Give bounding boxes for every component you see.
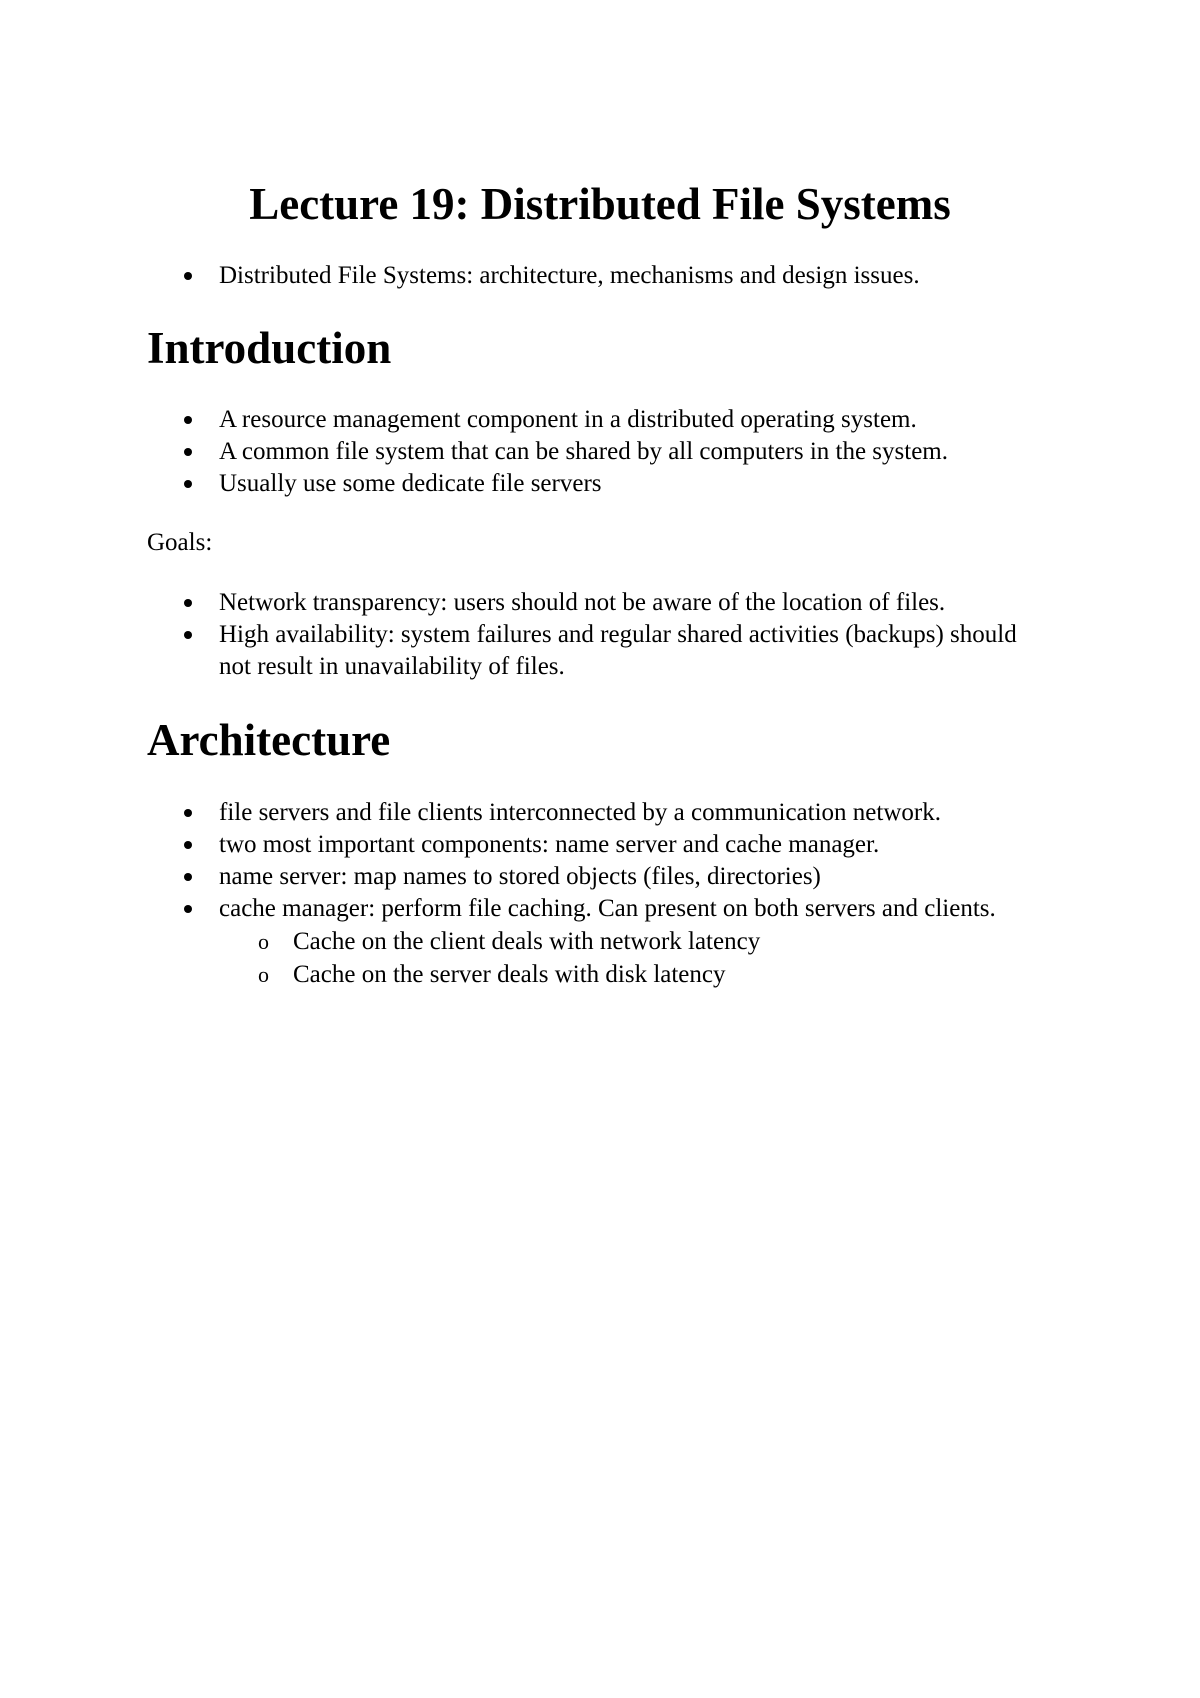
cache-sub-list <box>219 925 1019 991</box>
bullet-icon <box>184 272 192 280</box>
list-item <box>0 587 1019 619</box>
list-item-text: A common file system that can be shared by all computers in the system. <box>219 438 949 465</box>
list-item <box>0 404 1019 436</box>
list-item-text: cache manager: perform file caching. Can present on both servers and clients. <box>219 895 996 922</box>
bullet-icon <box>184 809 192 817</box>
bullet-icon <box>184 480 192 488</box>
architecture-bullet-list <box>0 797 1200 991</box>
list-item-text: file servers and file clients interconnected by a communication network. <box>219 799 941 826</box>
sub-list-item <box>258 958 1019 991</box>
bullet-icon <box>184 416 192 424</box>
list-item-text: Distributed File Systems: architecture, mechanisms and design issues. <box>219 262 920 289</box>
bullet-icon <box>184 873 192 881</box>
page-title: Lecture 19: Distributed File Systems <box>249 179 951 229</box>
section-heading-architecture: Architecture <box>147 715 391 765</box>
intro-bullet-list <box>0 260 1200 292</box>
circle-bullet-icon: o <box>258 962 269 987</box>
sub-list-item <box>258 925 1019 958</box>
list-item-text: two most important components: name server and cache manager. <box>219 831 880 858</box>
circle-bullet-icon: o <box>258 929 269 954</box>
goals-bullet-list <box>0 587 1200 683</box>
list-item-text: Network transparency: users should not be aware of the location of files. <box>219 589 946 616</box>
list-item <box>0 861 1019 893</box>
goals-label: Goals: <box>147 529 213 556</box>
bullet-icon <box>184 905 192 913</box>
bullet-icon <box>184 841 192 849</box>
sub-list-item-text: Cache on the client deals with network latency <box>293 928 761 955</box>
section-heading-introduction: Introduction <box>147 323 392 373</box>
bullet-icon <box>184 448 192 456</box>
bullet-icon <box>184 631 192 639</box>
list-item-text: A resource management component in a distributed operating system. <box>219 406 917 433</box>
list-item <box>0 829 1019 861</box>
list-item-text: name server: map names to stored objects (files, directories) <box>219 863 821 890</box>
introduction-bullet-list <box>0 404 1200 500</box>
list-item-text: High availability: system failures and regular shared activities (backups) should not result in unavailability of files. <box>219 621 1017 680</box>
list-item <box>0 797 1019 829</box>
list-item <box>0 436 1019 468</box>
bullet-icon <box>184 599 192 607</box>
sub-list-item-text: Cache on the server deals with disk latency <box>293 961 726 988</box>
list-item <box>0 468 1019 500</box>
list-item <box>0 260 1019 292</box>
list-item <box>0 619 1019 683</box>
list-item <box>0 893 1019 991</box>
list-item-text: Usually use some dedicate file servers <box>219 470 602 497</box>
